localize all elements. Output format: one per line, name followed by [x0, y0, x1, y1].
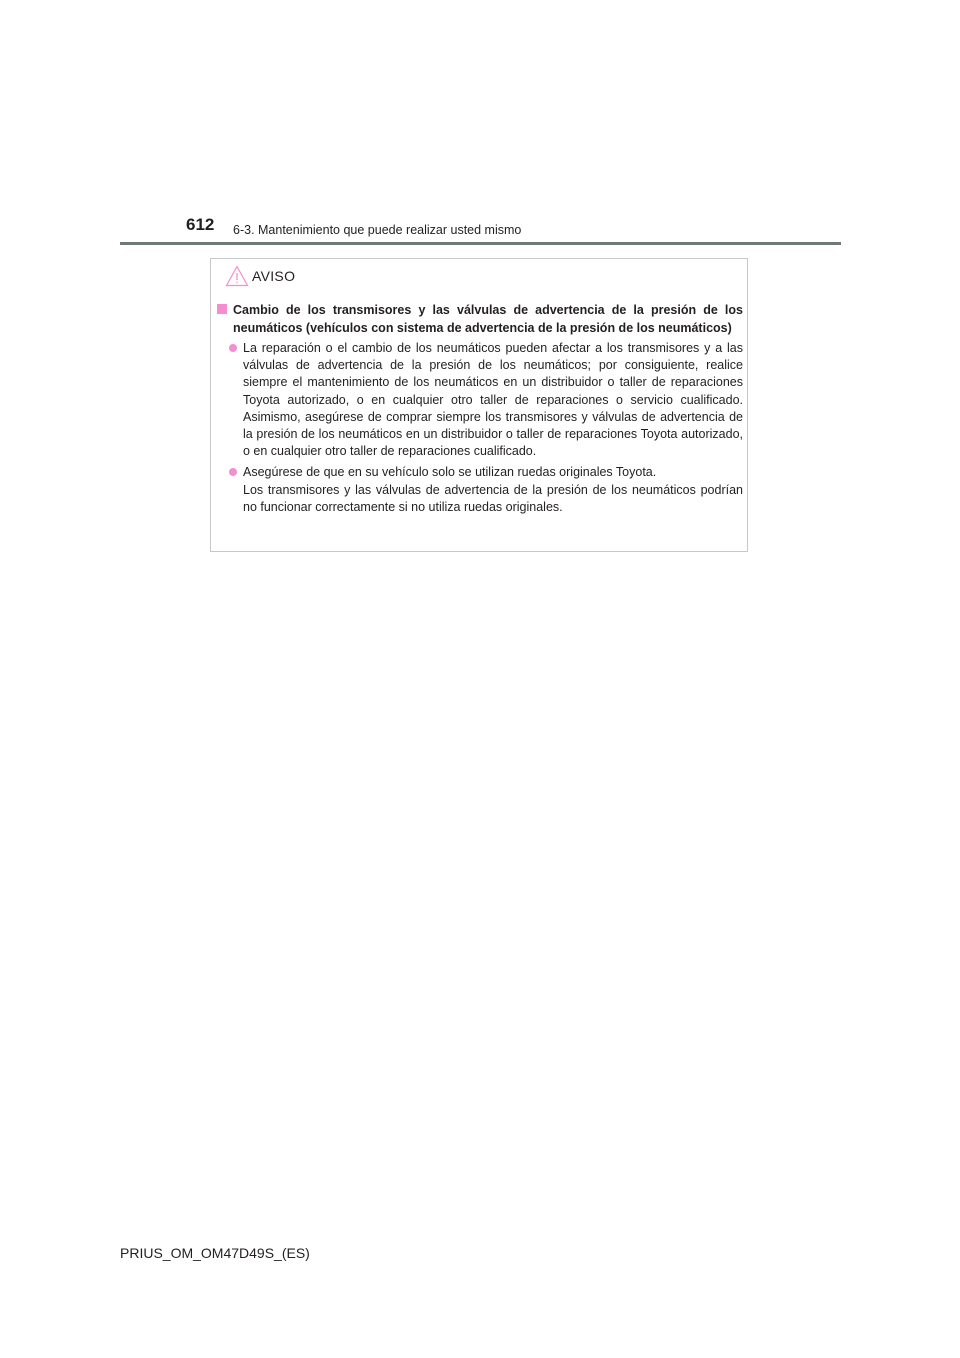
section-title: 6-3. Mantenimiento que puede realizar usted mismo [233, 223, 522, 237]
warning-box [210, 258, 748, 552]
circle-bullet-icon [229, 468, 237, 476]
list-item [229, 340, 743, 460]
page-number: 612 [186, 215, 215, 234]
bullet-text [243, 340, 743, 460]
warning-body [217, 301, 743, 516]
circle-bullet-icon [229, 344, 237, 352]
warning-triangle-icon [225, 265, 249, 287]
bullet-line: La reparación o el cambio de los neumáticos pueden afectar a los transmisores y a las válvulas de advertencia de la presión de los neumáticos; por consiguiente, realice siempre el mantenimiento de los neumáticos en un distribuidor o taller de reparaciones Toyota autorizado, o en cualquier otro taller de reparaciones o servicio cualificado. Asimismo, asegúrese de comprar siempre los transmisores y válvulas de advertencia de la presión de los neumáticos en un distribuidor o taller de reparaciones Toyota autorizado, o en cualquier otro taller de reparaciones cualificado. [243, 341, 743, 459]
warning-header [225, 265, 295, 287]
warning-label: AVISO [252, 268, 296, 284]
list-item [229, 464, 743, 516]
bullet-line: Asegúrese de que en su vehículo solo se utilizan ruedas originales Toyota. [243, 465, 657, 480]
header-rule [120, 242, 841, 245]
bullet-text [243, 464, 743, 516]
warning-heading-row [217, 301, 743, 337]
warning-heading: Cambio de los transmisores y las válvulas de advertencia de la presión de los neumáticos (vehículos con sistema de advertencia de la presión de los neumáticos) [233, 303, 743, 335]
square-bullet-icon [217, 304, 227, 314]
document-code: PRIUS_OM_OM47D49S_(ES) [120, 1245, 310, 1261]
bullet-line: Los transmisores y las válvulas de advertencia de la presión de los neumáticos podrían no funcionar correctamente si no utiliza ruedas originales. [243, 482, 743, 514]
